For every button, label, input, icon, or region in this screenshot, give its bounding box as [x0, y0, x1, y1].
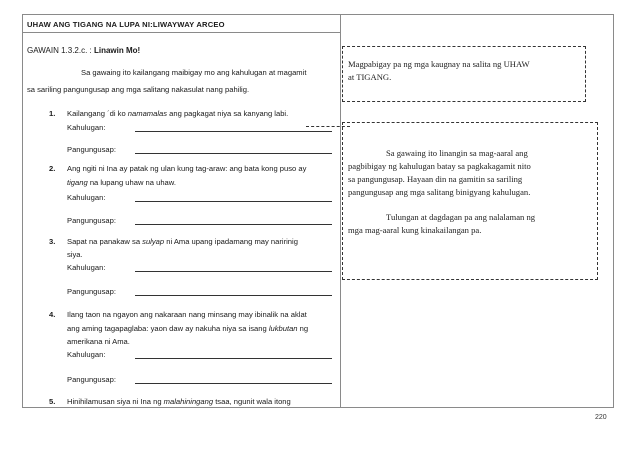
meaning-answer-line[interactable]: [135, 131, 332, 132]
item-text-cont: ang aming tagapaglaba: yaon daw ay nakuha niya sa isang lukbutan ng: [67, 324, 309, 333]
meaning-label: Kahulugan:: [67, 350, 106, 359]
item-number: 4.: [49, 310, 56, 319]
meaning-answer-line[interactable]: [135, 271, 332, 272]
meaning-label: Kahulugan:: [67, 123, 106, 132]
target-word: sulyap: [142, 237, 165, 246]
item-text: Sapat na panakaw sa sulyap ni Ama upang ipadamang may naririnig: [67, 237, 298, 246]
item-text: Hinihilamusan siya ni Ina ng malahiningang tsaa, ngunit wala itong: [67, 397, 291, 406]
target-word: tigang: [67, 178, 88, 187]
target-word: lukbutan: [268, 324, 298, 333]
meaning-answer-line[interactable]: [135, 201, 332, 202]
item-text-cont-2: amerikana ni Ama.: [67, 337, 130, 346]
instructions-line-2: sa sariling pangungusap ang mga salitang nakasulat nang pahilig.: [27, 85, 250, 94]
sentence-answer-line[interactable]: [135, 153, 332, 154]
guide-paragraph-2: Tulungan at dagdagan pa ang nalalaman ng mga mag-aaral kung kinakailangan pa.: [348, 212, 536, 235]
item-number: 2.: [49, 164, 56, 173]
sentence-label: Pangungusap:: [67, 145, 116, 154]
item-text-cont: tigang na lupang uhaw na uhaw.: [67, 178, 176, 187]
header-rule: [23, 32, 340, 33]
sentence-answer-line[interactable]: [135, 224, 332, 225]
column-divider: [340, 15, 341, 407]
item-text: Kailangang ´di ko namamalas ang pagkagat niya sa kanyang labi.: [67, 109, 289, 118]
item-number: 3.: [49, 237, 56, 246]
item-number: 1.: [49, 109, 56, 118]
page-number: 220: [595, 414, 607, 421]
activity-heading: [27, 46, 140, 55]
note-text: Magpabigay pa ng mga kaugnay na salita ng UHAW at TIGANG.: [348, 59, 530, 82]
target-word: malahiningang: [163, 397, 214, 406]
activity-name: Linawin Mo!: [93, 46, 141, 55]
sentence-answer-line[interactable]: [135, 383, 332, 384]
sentence-label: Pangungusap:: [67, 375, 116, 384]
sentence-answer-line[interactable]: [135, 295, 332, 296]
instructions-line-1: Sa gawaing ito kailangang maibigay mo ang kahulugan at magamit: [81, 68, 307, 77]
sentence-label: Pangungusap:: [67, 287, 116, 296]
meaning-label: Kahulugan:: [67, 263, 106, 272]
item-number: 5.: [49, 397, 56, 406]
teacher-guide-box: [342, 122, 598, 280]
activity-label: GAWAIN 1.3.2.c. :: [27, 46, 94, 55]
item-text-cont: siya.: [67, 250, 83, 259]
meaning-answer-line[interactable]: [135, 358, 332, 359]
guide-paragraph-1: Sa gawaing ito linangin sa mag-aaral ang pagbibigay ng kahulugan batay sa pagkakagamit nito sa pangungusap. Hayaan din na gamitin sa sariling pangungusap ang mga salitang binigyang kahulugan.: [348, 148, 531, 197]
target-word: namamalas: [127, 109, 168, 118]
item-text: Ilang taon na ngayon ang nakaraan nang minsang may ibinalik na aklat: [67, 310, 307, 319]
related-words-note-box: [342, 46, 586, 102]
sentence-label: Pangungusap:: [67, 216, 116, 225]
meaning-label: Kahulugan:: [67, 193, 106, 202]
item-text: Ang ngiti ni Ina ay patak ng ulan kung tag-araw: ang bata kong puso ay: [67, 164, 307, 173]
page-title: UHAW ANG TIGANG NA LUPA NI:LIWAYWAY ARCEO: [27, 20, 225, 29]
